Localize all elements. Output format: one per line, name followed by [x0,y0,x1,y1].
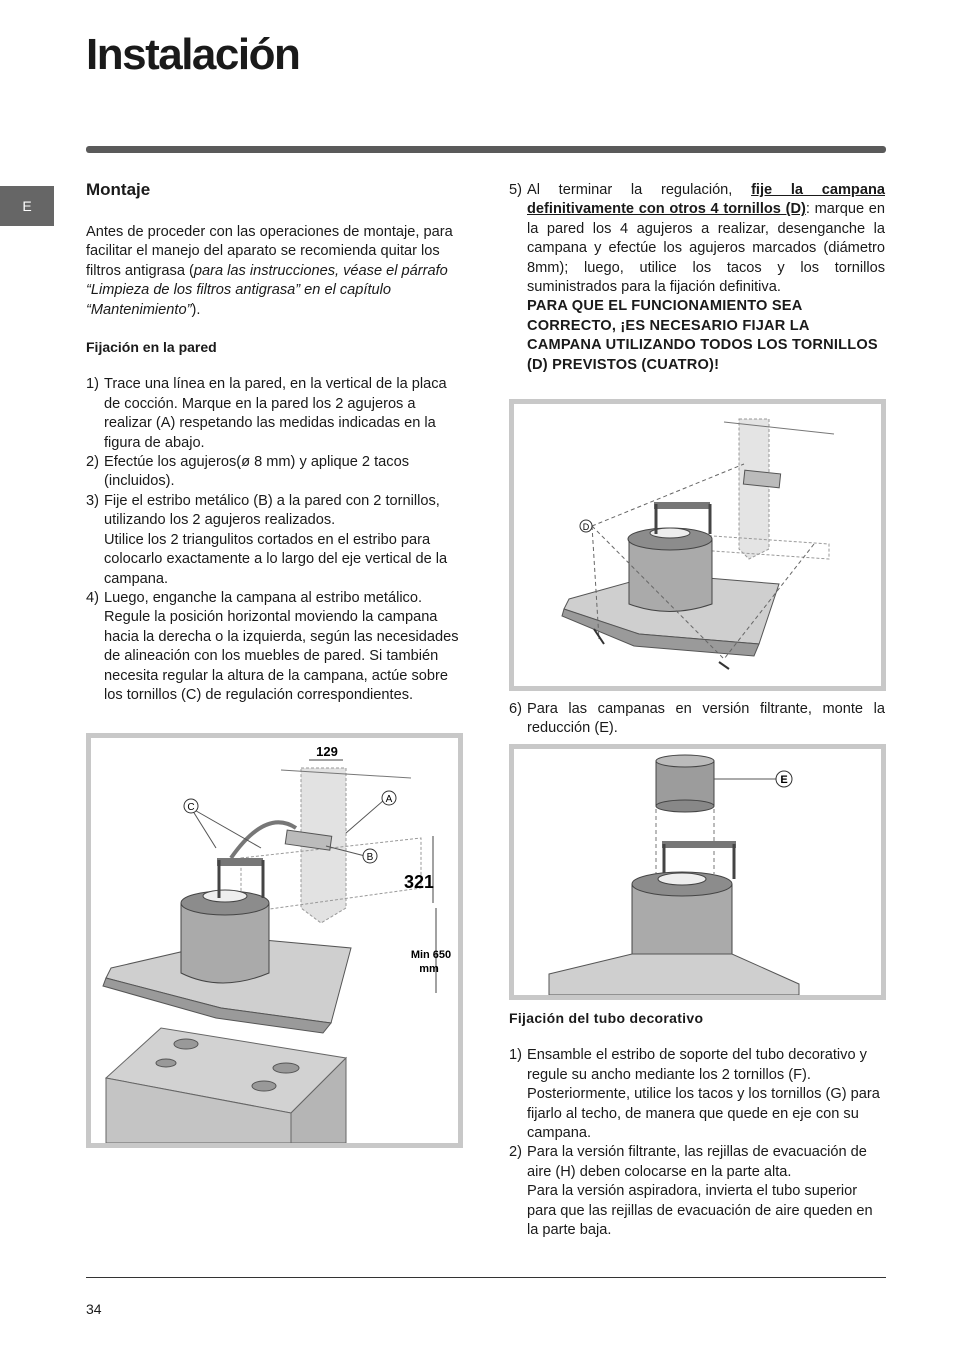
list-item [86,375,466,453]
footer-rule [86,1277,886,1278]
step-text: Para la versión filtrante, las rejillas de evacuación de aire (H) deben colocarse en la parte alta. [527,1144,867,1180]
reduction-step [509,700,885,739]
step-text: Al terminar la regulación, [527,182,752,198]
wall-bracket-illustration [91,738,458,1143]
reduction-illustration [514,749,881,995]
left-column [86,178,466,705]
language-tab: E [0,186,54,226]
intro-end: ). [191,301,201,318]
step-number: 6) [509,701,522,717]
right-column-top [509,181,885,375]
step6-block [509,700,885,739]
label-e: E [780,774,788,786]
final-fixing-illustration [514,404,881,686]
section-title: Montaje [86,180,151,199]
intro-paragraph [86,223,466,320]
page-title: Instalación [86,30,300,79]
label-c: C [187,802,195,813]
step-number: 2) [509,1144,522,1161]
list-item [509,181,885,297]
right-column-bottom [509,1009,885,1240]
step-text-extra: Para la versión aspiradora, invierta el tubo superior para que las rejillas de evacuación de aire queden en la parte baja. [527,1183,873,1239]
label-a: A [385,794,393,805]
dimension-width: 129 [316,744,338,759]
label-d: D [582,522,590,532]
dimension-min-line2: mm [419,963,439,975]
step-number: 5) [509,182,522,198]
step-text: Para las campanas en versión filtrante, monte la reducción (E). [527,701,885,737]
step-text-extra: Utilice los 2 triangulitos cortados en el estribo para colocarlo exactamente a lo largo del eje vertical de la campana. [104,531,448,587]
list-item [509,700,885,739]
step-number: 1) [86,376,99,393]
label-b: B [366,852,374,863]
step-number: 3) [86,492,99,509]
header-rule [86,146,886,153]
reduction-figure [509,744,886,1000]
intro-text: Antes de proceder con las operaciones de montaje, para facilitar el manejo del aparato se recomienda quitar los filtros antigrasa ( [86,224,453,279]
list-item [86,492,466,589]
step-emphasis: fije la campana definitivamente con otros 4 tornillos (D) [527,182,885,218]
list-item [86,589,466,705]
decorative-tube-steps [509,1046,885,1240]
subhead-decorative-tube: Fijación del tubo decorativo [509,1010,704,1026]
dimension-height: 321 [403,872,435,892]
final-fixing-figure [509,399,886,691]
step-text: Ensamble el estribo de soporte del tubo decorativo y regule su ancho mediante los 2 tornillos (F). Posteriormente, utilice los tacos y los tornillos (G) para fijarlo al techo, de manera que quede en eje con su campana. [527,1047,880,1142]
step-text: Fije el estribo metálico (B) a la pared con 2 tornillos, utilizando los 2 agujeros realizados. [104,492,440,529]
wall-bracket-figure [86,733,463,1148]
step-text: Trace una línea en la pared, en la vertical de la placa de cocción. Marque en la pared los 2 agujeros a realizar (A) respetando las medidas indicadas en la figura de abajo. [104,376,447,451]
step-text-continued: : marque en la pared los 4 agujeros a realizar, desenganche la campana y efectúe los agujeros marcados (diámetro 8mm); luego, utilice los tacos y los tornillos suministrados para la fijación definitiva. [527,201,885,296]
warning-text: PARA QUE EL FUNCIONAMIENTO SEA CORRECTO, ¡ES NECESARIO FIJAR LA CAMPANA UTILIZANDO TODOS LOS TORNILLOS (D) PREVISTOS (CUATRO)! [527,298,878,373]
page-number: 34 [86,1301,102,1317]
step-text: Luego, enganche la campana al estribo metálico. Regule la posición horizontal moviendo la campana hacia la derecha o la izquierda, según las necesidades de alineación con los muebles de pared. Si también necesita regular la altura de la campana, actúe sobre los tornillos (C) de regulación correspondientes. [104,589,459,703]
list-item [509,1046,885,1143]
step-number: 4) [86,589,99,606]
wall-fixing-steps [86,375,466,705]
list-item [86,453,466,492]
dimension-min-line1: Min 650 [410,949,452,961]
step-number: 1) [509,1047,522,1064]
list-item [509,1143,885,1240]
subhead-wall-fixing: Fijación en la pared [86,339,217,356]
step-text: Efectúe los agujeros(ø 8 mm) y aplique 2 tacos (incluidos). [104,454,409,490]
step-number: 2) [86,454,99,471]
intro-italic-note: para las instrucciones, véase el párrafo “Limpieza de los filtros antigrasa” en el capítulo “Mantenimiento” [86,262,448,318]
final-fixing-steps [509,181,885,297]
